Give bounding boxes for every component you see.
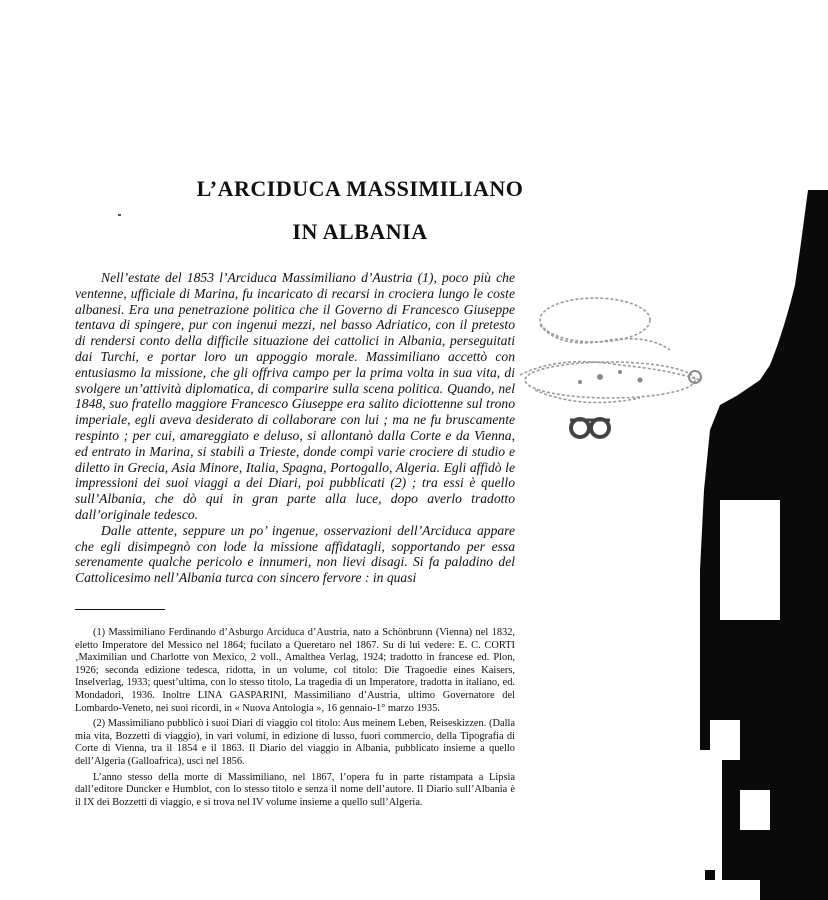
article-title-line2: IN ALBANIA — [292, 219, 428, 244]
footnote-divider — [75, 609, 165, 610]
scan-speck — [118, 214, 121, 216]
article-body — [75, 270, 515, 586]
scan-border-edge — [700, 190, 828, 900]
article-title-line1: L’ARCIDUCA MASSIMILIANO — [196, 176, 524, 201]
footnotes — [75, 627, 515, 812]
footnote-2: (2) Massimiliano pubblicò i suoi Diari di viaggio col titolo: Aus meinem Leben, Reiseskizzen. (Dalla mia vita, Bozzetti di viaggio), in vari volumi, in edizione di lusso, fuori commercio, della Tipografia di Corte di Vienna, tra il 1854 e il 1863. Il Diario del viaggio in Albania, pubblicato insieme a quello dell’Algeria (Galloafrica), uscì nel 1856. — [75, 718, 515, 767]
body-paragraph-2: Dalle attente, seppure un po’ ingenue, osservazioni dell’Arciduca appare che egli disimpegnò con lode la missione affidatagli, sopportando per essa serenamente qualche pericolo e innumeri, non lievi disagi. Si fa paladino del Cattolicesimo nell’Albania turca con sincero fervore : in quasi — [75, 522, 515, 586]
library-stamp-icon — [500, 280, 715, 450]
footnote-2-continued: L’anno stesso della morte di Massimiliano, nel 1867, l’opera fu in parte ristampata a Lipsia dall’editore Duncker e Humblot, con lo stesso titolo e senza il nome dell’autore. Il Diario sull’Albania è il IX dei Bozzetti di viaggio, e si trova nel IV volume insieme a quello sull’Algeria. — [75, 771, 515, 808]
body-paragraph-1: Nell’estate del 1853 l’Arciduca Massimiliano d’Austria (1), poco più che ventenne, ufficiale di Marina, fu incaricato di recarsi in crociera lungo le coste albanesi. Era una penetrazione politica che il Governo di Francesco Giuseppe tentava di spingere, pur con ingenui mezzi, nel basso Adriatico, con il pretesto di rendersi conto della difficile situazione dei cattolici in Albania, perseguitati dai Turchi, e portar loro un appoggio morale. Massimiliano accettò con entusiasmo la missione, che gli offriva campo per la prima volta in sua vita, di svolgere un’attività diplomatica, di comparire sulla scena politica. Quando, nel 1848, suo fratello maggiore Francesco Giuseppe era salito diciottenne sul trono imperiale, egli aveva desiderato di collaborare con lui ; ma ne fu bruscamente respinto ; per cui, amareggiato e deluso, si allontanò dalla Corte e da Vienna, ed entrato in Marina, si stabilì a Trieste, donde compì varie crociere di studio e diletto in Grecia, Asia Minore, Italia, Spagna, Portogallo, Algeria. Egli affidò le impressioni dei suoi viaggi a dei Diari, poi pubblicati (2) ; tra essi è quello sull’Albania, che dò qui in gran parte alla luce, dopo averlo tradotto dall’originale tedesco. — [75, 270, 515, 522]
footnote-1: (1) Massimiliano Ferdinando d’Asburgo Arciduca d’Austria, nato a Schönbrunn (Vienna) nel 1832, eletto Imperatore del Messico nel 1864; fucilato a Queretaro nel 1867. Su di lui vedere: E. C. CORTI ‚Maximilian und Charlotte von Mexico, 2 voll., Amalthea Verlag, 1924; tradotto in francese ed. Plon, 1926; seconda edizione tedesca, ridotta, in un volume, col titolo: Die Tragoedie eines Kaisers, Inselverlag, 1933; quest’ultima, con lo stesso titolo, La tragedia di un Imperatore, tradotta in italiano, ed. Mondadori, 1936. Inoltre LINA GASPARINI, Massimiliano d’Austria, ultimo Governatore del Lombardo-Veneto, nei suoi ricordi, in « Nuova Antologia », 16 gennaio-1° marzo 1935. — [75, 627, 515, 714]
